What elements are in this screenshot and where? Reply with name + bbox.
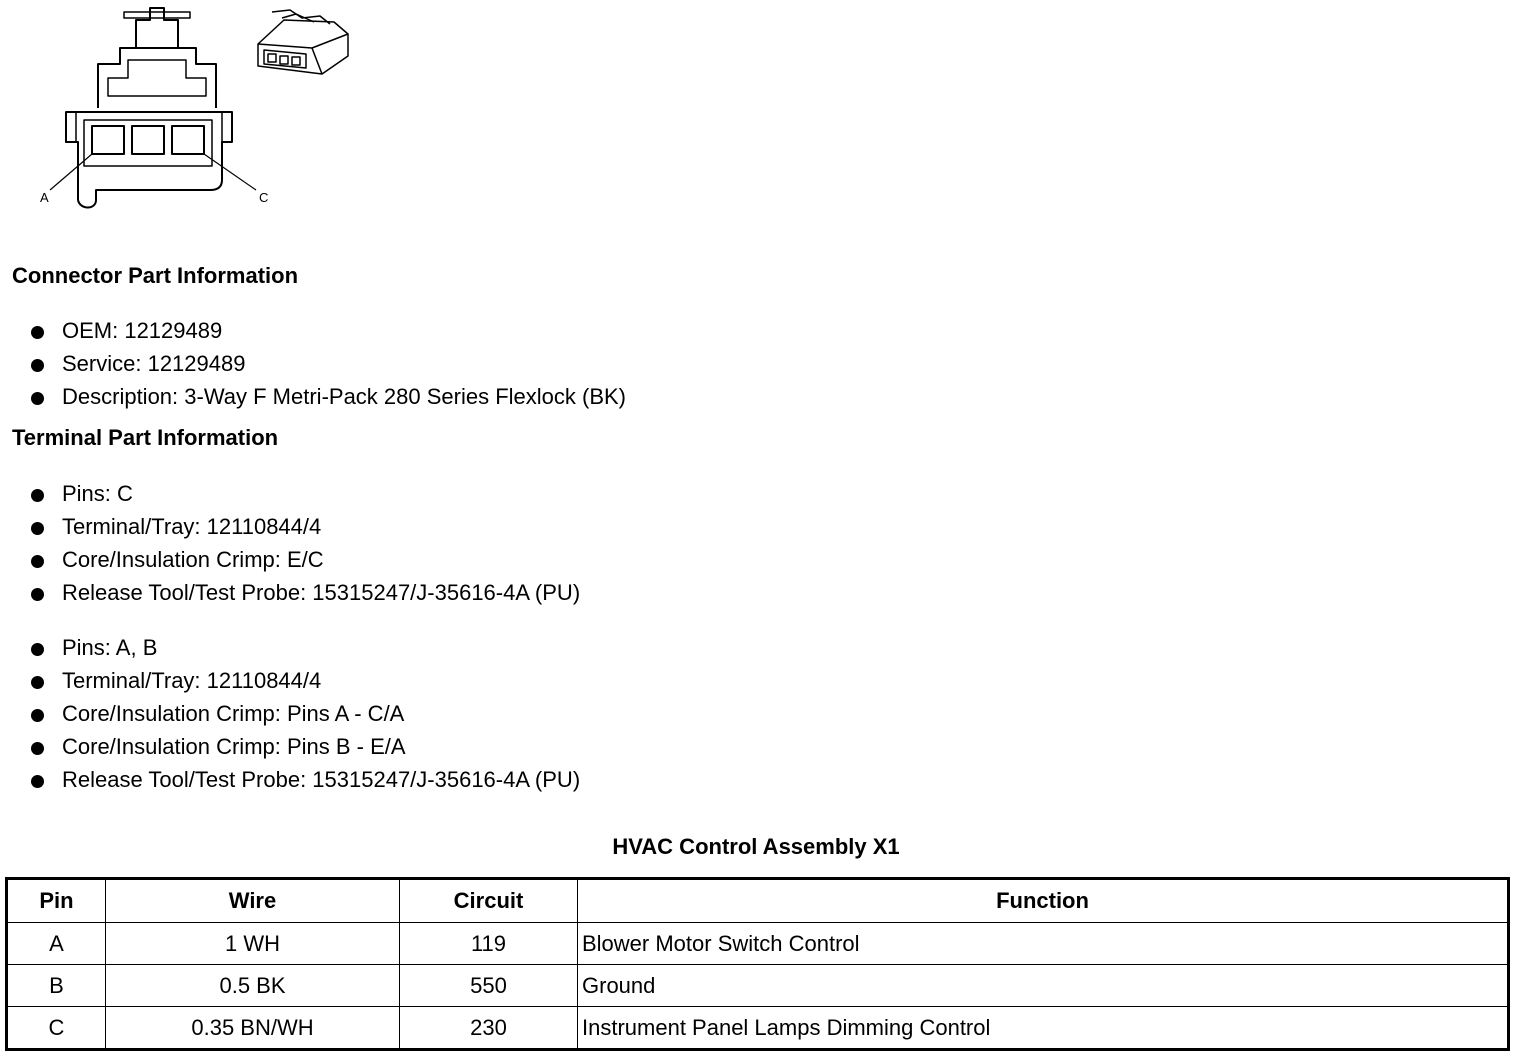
circuit-cell: 550 — [400, 965, 578, 1007]
pin-table — [5, 877, 1510, 1051]
list-item: Terminal/Tray: 12110844/4 — [28, 510, 580, 543]
wire-cell: 0.35 BN/WH — [106, 1007, 400, 1050]
pin-cell: B — [7, 965, 106, 1007]
list-item: Release Tool/Test Probe: 15315247/J-35616-4A (PU) — [28, 763, 580, 796]
list-item: Pins: C — [28, 477, 580, 510]
function-cell: Blower Motor Switch Control — [578, 923, 1509, 965]
terminal-info-group-2 — [28, 631, 580, 796]
terminal-info-heading: Terminal Part Information — [12, 425, 279, 450]
table-row — [7, 1007, 1509, 1050]
table-title: HVAC Control Assembly X1 — [612, 834, 900, 859]
list-item: Pins: A, B — [28, 631, 580, 664]
list-item: Core/Insulation Crimp: Pins A - C/A — [28, 697, 580, 730]
pin-label-a: A — [40, 190, 49, 205]
column-header-wire: Wire — [106, 879, 400, 923]
connector-diagram — [30, 0, 360, 220]
pin-cell: A — [7, 923, 106, 965]
wire-cell: 0.5 BK — [106, 965, 400, 1007]
circuit-cell: 230 — [400, 1007, 578, 1050]
column-header-pin: Pin — [7, 879, 106, 923]
pin-label-c: C — [259, 190, 269, 205]
wire-cell: 1 WH — [106, 923, 400, 965]
function-cell: Ground — [578, 965, 1509, 1007]
table-header-row — [7, 879, 1509, 923]
connector-info-list — [28, 314, 626, 413]
list-item: Core/Insulation Crimp: Pins B - E/A — [28, 730, 580, 763]
list-item: Terminal/Tray: 12110844/4 — [28, 664, 580, 697]
list-item: Core/Insulation Crimp: E/C — [28, 543, 580, 576]
list-item: OEM: 12129489 — [28, 314, 626, 347]
table-row — [7, 965, 1509, 1007]
pin-cell: C — [7, 1007, 106, 1050]
list-item: Release Tool/Test Probe: 15315247/J-35616-4A (PU) — [28, 576, 580, 609]
terminal-info-group-1 — [28, 477, 580, 609]
connector-info-heading: Connector Part Information — [12, 263, 299, 288]
list-item: Service: 12129489 — [28, 347, 626, 380]
column-header-function: Function — [578, 879, 1509, 923]
circuit-cell: 119 — [400, 923, 578, 965]
table-row — [7, 923, 1509, 965]
column-header-circuit: Circuit — [400, 879, 578, 923]
list-item: Description: 3-Way F Metri-Pack 280 Series Flexlock (BK) — [28, 380, 626, 413]
function-cell: Instrument Panel Lamps Dimming Control — [578, 1007, 1509, 1050]
